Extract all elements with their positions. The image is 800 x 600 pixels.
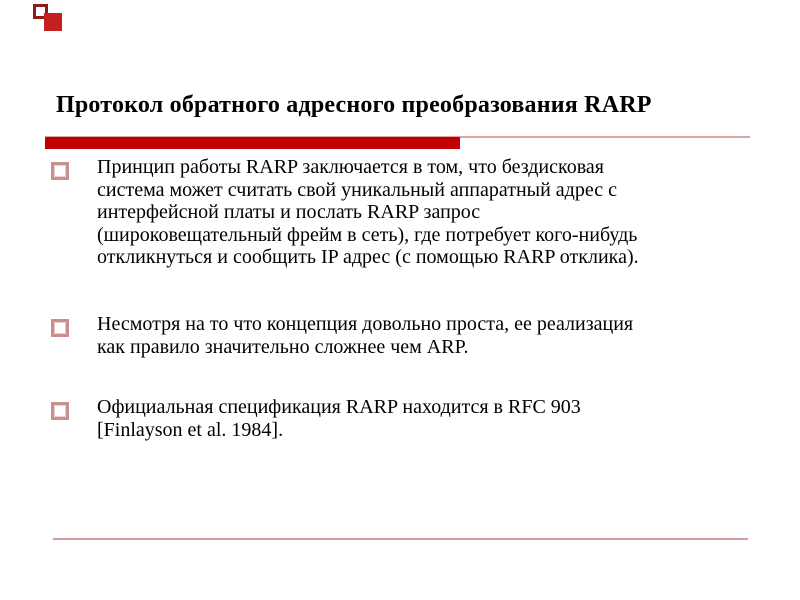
bullet-line: Официальная спецификация RARP находится в RFC 903 xyxy=(97,396,581,418)
bullet-line: интерфейсной платы и послать RARP запрос xyxy=(97,201,481,223)
bullet-line: как правило значительно сложнее чем ARP. xyxy=(97,335,469,358)
bullet-item xyxy=(51,396,761,441)
footer-divider xyxy=(53,538,748,540)
bullet-square-icon xyxy=(51,162,69,180)
page-title: Протокол обратного адресного преобразования RARP xyxy=(56,92,652,118)
bullet-square-icon xyxy=(51,319,69,337)
bullet-line: Принцип работы RARP заключается в том, что бездисковая xyxy=(97,156,604,178)
bullet-line: система может считать свой уникальный аппаратный адрес с xyxy=(97,178,617,201)
bullet-item xyxy=(51,156,761,269)
bullet-line: Несмотря на то что концепция довольно проста, ее реализация xyxy=(97,313,634,335)
bullet-item xyxy=(51,313,761,358)
bullet-square-icon xyxy=(51,402,69,420)
bullet-text xyxy=(97,396,761,441)
bullet-line: [Finlayson et al. 1984]. xyxy=(97,418,284,441)
title-underline-accent xyxy=(45,137,460,149)
bullet-line: (широковещательный фрейм в сеть), где потребует кого-нибудь xyxy=(97,223,638,246)
decor-solid-square-icon xyxy=(44,13,62,31)
bullet-line: откликнуться и сообщить IP адрес (с помощью RARP отклика). xyxy=(97,246,639,268)
bullet-text xyxy=(97,156,761,269)
bullet-text xyxy=(97,313,761,358)
